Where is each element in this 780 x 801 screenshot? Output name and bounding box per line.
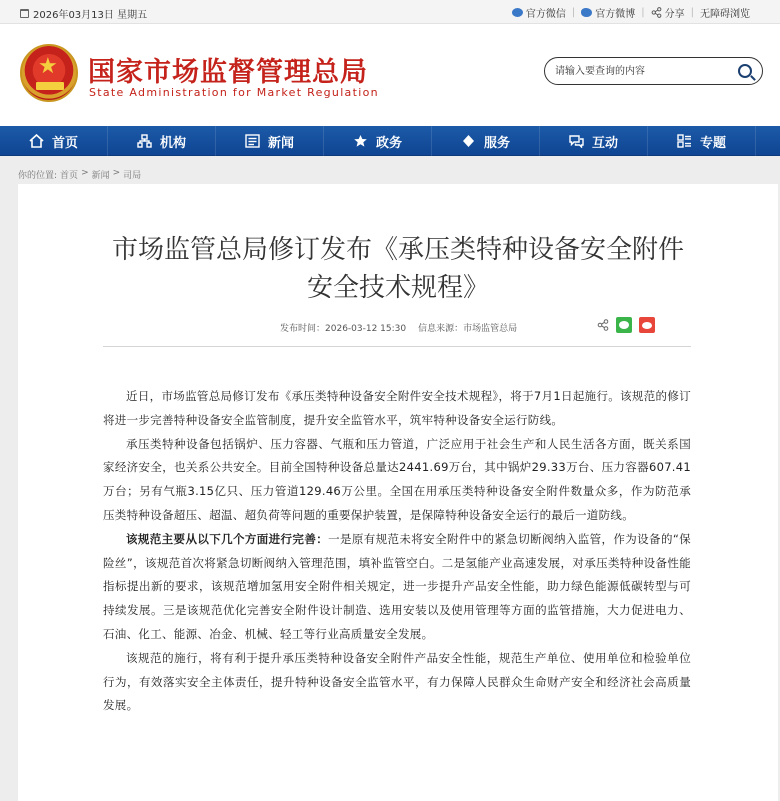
nav-item-interaction[interactable]: 互动	[540, 126, 648, 156]
divider: |	[641, 7, 645, 18]
article-paragraph: 该规范主要从以下几个方面进行完善：一是原有规范未将安全附件中的紧急切断阀纳入监管，作为设备的“保险丝”，该规范首次将紧急切断阀纳入管理范围，填补监管空白。二是氢能产业高速发展，对承压类特种设备性能指标提出新的要求，该规范增加氢用安全附件相关规定，进一步提升产品安全性能，助力绿色能源低碳转型与可持续发展。三是该规范优化完善安全附件设计制造、选用安装以及使用管理等方面的监管措施，大力促进电力、石油、化工、能源、冶金、机械、轻工等行业高质量安全发展。	[103, 531, 691, 641]
official-weixin-link[interactable]: 官方微信	[512, 5, 566, 20]
share-weibo-icon[interactable]	[639, 317, 655, 333]
article-panel	[18, 184, 778, 801]
nav-item-organization[interactable]: 机构	[108, 126, 216, 156]
home-icon	[29, 134, 44, 148]
article-body	[103, 385, 691, 718]
article-meta	[280, 321, 517, 334]
nav-item-news[interactable]: 新闻	[216, 126, 324, 156]
top-utility-bar	[0, 0, 780, 24]
info-source: 信息来源：市场监管总局	[418, 324, 518, 334]
share-bar	[597, 317, 655, 333]
nav-item-government-affairs[interactable]: 政务	[324, 126, 432, 156]
official-weibo-link[interactable]: 官方微博	[581, 5, 635, 20]
share-icon[interactable]	[597, 319, 609, 331]
breadcrumb-news[interactable]: 新闻	[91, 171, 110, 181]
nav-item-topics[interactable]: 专题	[648, 126, 756, 156]
star-icon: ★	[38, 54, 58, 79]
site-header	[0, 24, 780, 126]
accessibility-link[interactable]: 无障碍浏览	[700, 9, 750, 20]
breadcrumb-separator: >	[112, 168, 121, 178]
search-input[interactable]	[555, 63, 725, 79]
national-emblem-logo[interactable]	[20, 44, 78, 102]
main-nav	[0, 126, 780, 156]
top-links	[512, 5, 750, 20]
divider: |	[571, 7, 576, 18]
news-icon	[245, 134, 260, 148]
site-title[interactable]: 国家市场监督管理总局	[88, 57, 368, 88]
date-text: 2026年03月13日 星期五	[33, 10, 148, 21]
organization-icon	[137, 134, 152, 148]
breadcrumb-department[interactable]: 司局	[123, 171, 142, 181]
weixin-icon	[512, 8, 523, 17]
search-icon[interactable]	[738, 64, 752, 78]
article-paragraph: 近日，市场监管总局修订发布《承压类特种设备安全附件安全技术规程》，将于7月1日起施行。该规范的修订将进一步完善特种设备安全监管制度，提升安全监管水平，筑牢特种设备安全运行防线。	[103, 389, 691, 427]
services-icon	[461, 134, 476, 148]
search-box	[544, 57, 763, 85]
nav-item-services[interactable]: 服务	[432, 126, 540, 156]
weibo-icon	[581, 8, 592, 17]
divider: |	[690, 7, 694, 18]
publish-time: 发布时间：2026-03-12 15:30	[280, 324, 407, 334]
breadcrumb-separator: >	[81, 168, 89, 178]
government-icon	[353, 134, 368, 148]
article-title: 市场监管总局修订发布《承压类特种设备安全附件安全技术规程》	[111, 235, 684, 303]
article-paragraph: 该规范的施行，将有利于提升承压类特种设备安全附件产品安全性能，规范生产单位、使用单位和检验单位行为，有效落实安全主体责任，提升特种设备安全监管水平，有力保障人民群众生命财产安全和经济社会高质量发展。	[103, 650, 691, 713]
breadcrumb-prefix: 你的位置:	[18, 171, 58, 181]
date-display	[20, 6, 147, 21]
calendar-icon	[20, 9, 29, 18]
share-weixin-icon[interactable]	[616, 317, 632, 333]
share-icon	[651, 7, 662, 18]
gate-icon	[36, 82, 64, 90]
nav-item-home[interactable]: 首页	[0, 126, 108, 156]
topics-icon	[677, 134, 692, 148]
site-title-english: State Administration for Market Regulation	[89, 86, 379, 99]
article-paragraph: 承压类特种设备包括锅炉、压力容器、气瓶和压力管道，广泛应用于社会生产和人民生活各方面，既关系国家经济安全，也关系公共安全。目前全国特种设备总量达2441.69万台，其中锅炉29.33万台、压力容器607.41万台；另有气瓶3.15亿只、压力管道129.46万公里。全国在用承压类特种设备安全附件数量众多，作为防范承压类特种设备超压、超温、超负荷等问题的重要保护装置，是保障特种设备安全运行的最后一道防线。	[103, 436, 691, 522]
interaction-icon	[569, 134, 584, 148]
share-link[interactable]: 分享	[651, 5, 685, 20]
breadcrumb-home[interactable]: 首页	[60, 171, 79, 181]
breadcrumb	[18, 168, 141, 181]
title-divider	[103, 346, 691, 347]
